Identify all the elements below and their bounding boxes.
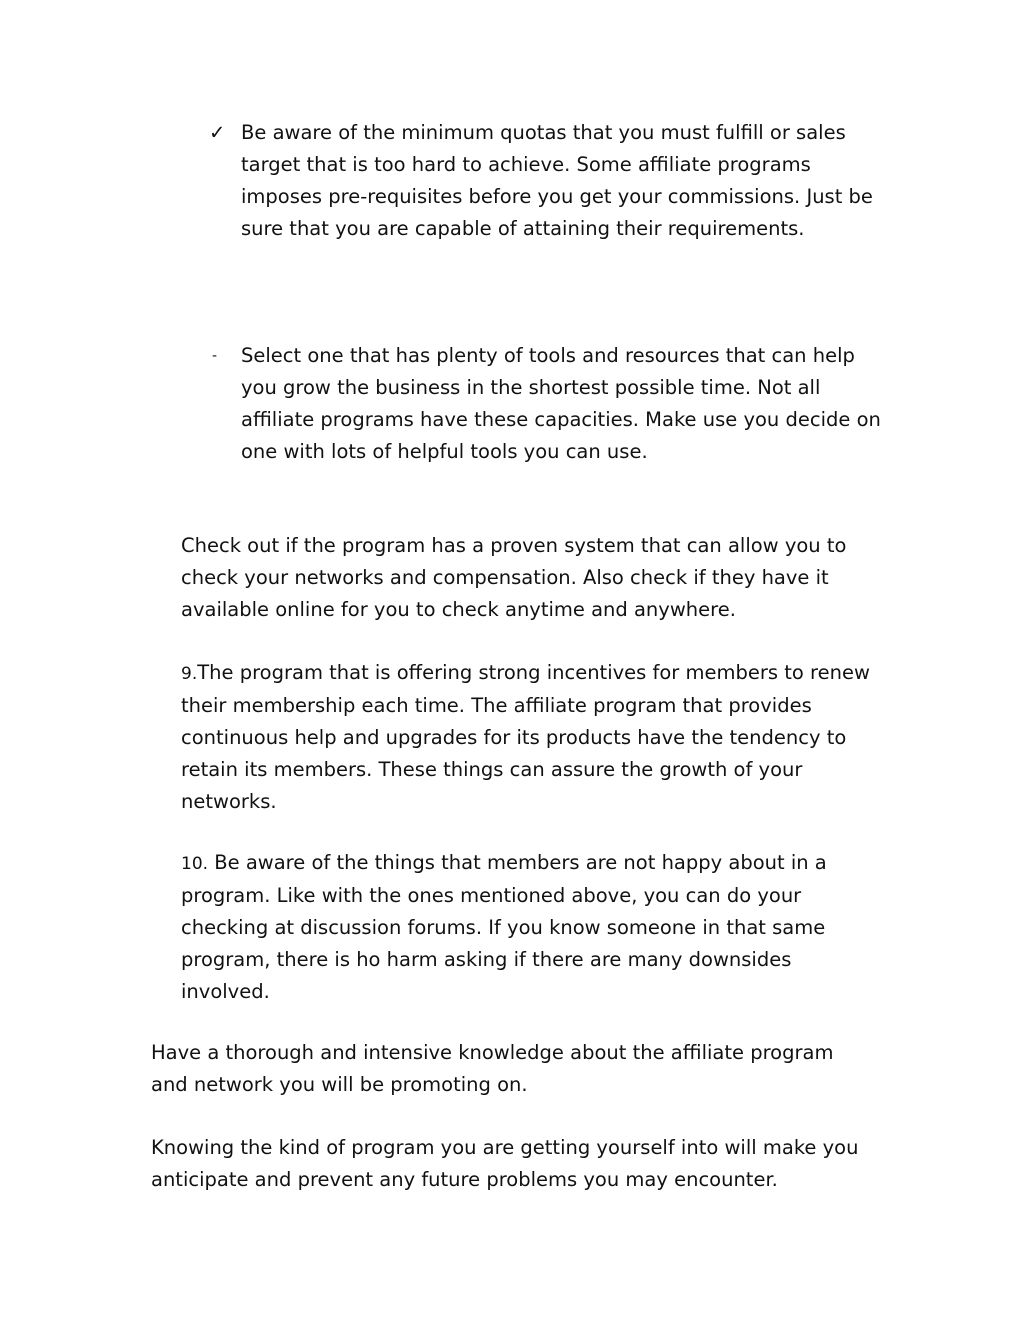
numbered-item-9 (181, 657, 881, 818)
checkmark-bullet-item (209, 117, 889, 245)
numbered-item-10 (181, 847, 881, 1008)
paragraph-knowing: Knowing the kind of program you are getting yourself into will make you anticipate and prevent any future problems you may encounter. (151, 1136, 859, 1191)
bullet-text-tools: Select one that has plenty of tools and resources that can help you grow the business in the shortest possible time. Not all affiliate programs have these capacities. Make use you decide on one with lots of helpful tools you can use. (241, 344, 881, 463)
checkmark-icon: ✓ (209, 121, 226, 144)
item-number-10: 10. (181, 854, 209, 874)
paragraph-check-out: Check out if the program has a proven system that can allow you to check your networks and compensation. Also check if they have it available online for you to check anytime and anywhere. (181, 534, 847, 621)
paragraph-knowledge: Have a thorough and intensive knowledge about the affiliate program and network you will be promoting on. (151, 1041, 834, 1096)
item-text-10: Be aware of the things that members are not happy about in a program. Like with the ones mentioned above, you can do your checking at discussion forums. If you know someone in that same program, there is ho harm asking if there are many downsides involved. (181, 851, 827, 1003)
bullet-text-quotas: Be aware of the minimum quotas that you must fulfill or sales target that is too hard to achieve. Some affiliate programs imposes pre-requisites before you get your commissions. Just be sure that you are capable of attaining their requirements. (241, 121, 873, 240)
item-text-9: The program that is offering strong incentives for members to renew their membership each time. The affiliate program that provides continuous help and upgrades for its products have the tendency to retain its members. These things can assure the growth of your networks. (181, 661, 870, 813)
dash-icon: - (212, 348, 218, 364)
dash-bullet-item (209, 340, 889, 468)
item-number-9: 9. (181, 664, 198, 684)
